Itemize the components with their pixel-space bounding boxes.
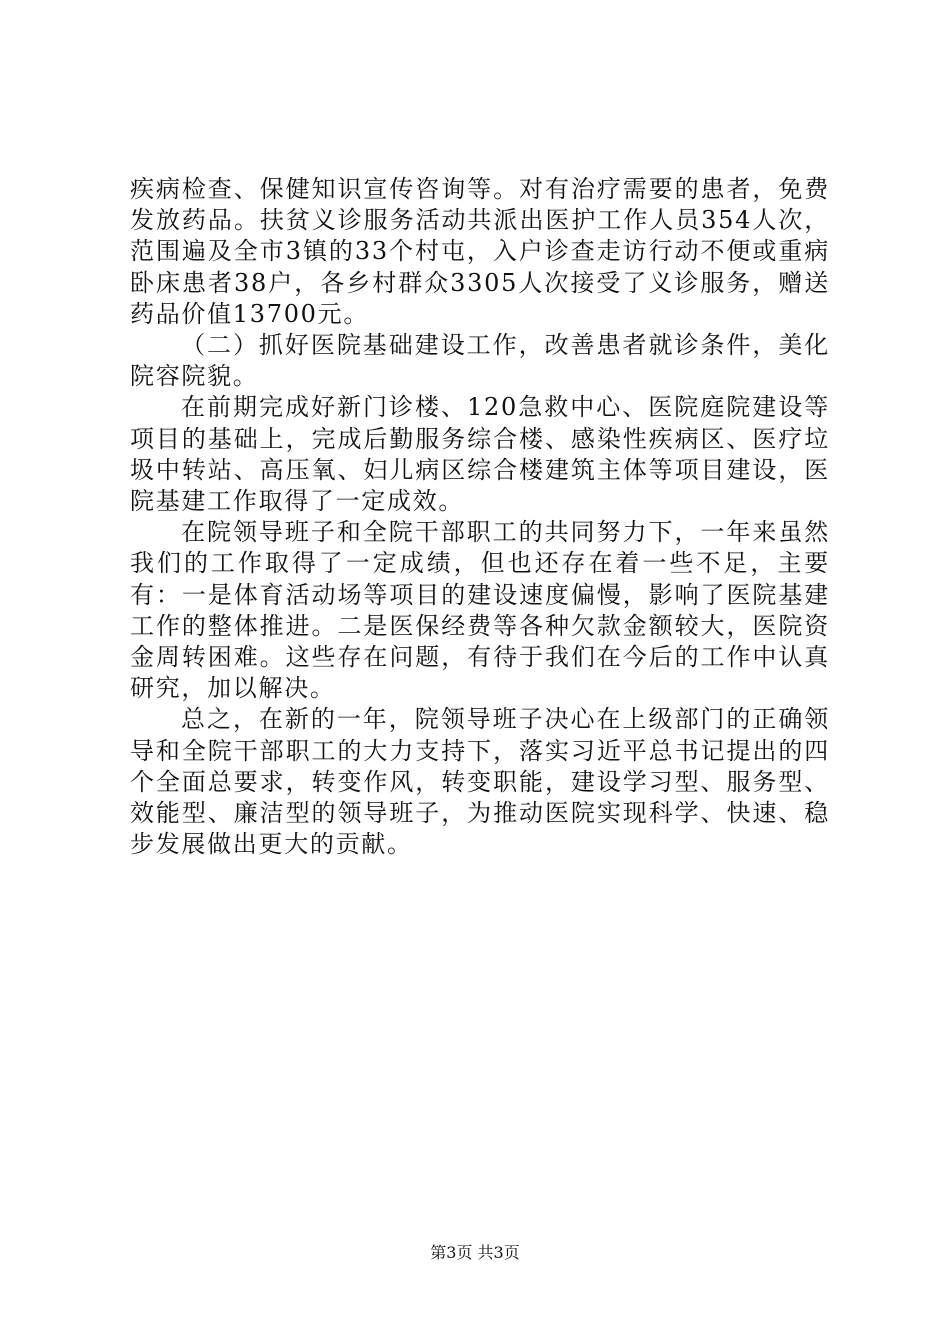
- paragraph-conclusion: 总之，在新的一年，院领导班子决心在上级部门的正确领导和全院干部职工的大力支持下，落实习近平总书记提出的四个全面总要求，转变作风，转变职能，建设学习型、服务型、效能型、廉洁型的领导班子，为推动医院实现科学、快速、稳步发展做出更大的贡献。: [130, 705, 830, 859]
- section-heading: （二）抓好医院基础建设工作，改善患者就诊条件，美化院容院貌。: [130, 331, 830, 391]
- paragraph-infrastructure: 在前期完成好新门诊楼、120急救中心、医院庭院建设等项目的基础上，完成后勤服务综合楼、感染性疾病区、医疗垃圾中转站、高压氧、妇儿病区综合楼建筑主体等项目建设，医院基建工作取得了一定成效。: [130, 393, 830, 516]
- document-body: [130, 174, 830, 860]
- paragraph-continuation: 疾病检查、保健知识宣传咨询等。对有治疗需要的患者，免费发放药品。扶贫义诊服务活动共派出医护工作人员354人次，范围遍及全市3镇的33个村屯，入户诊查走访行动不便或重病卧床患者38户，各乡村群众3305人次接受了义诊服务，赠送药品价值13700元。: [130, 175, 830, 328]
- page-number-footer: 第3页 共3页: [430, 1243, 520, 1262]
- paragraph-shortcomings: 在院领导班子和全院干部职工的共同努力下，一年来虽然我们的工作取得了一定成绩，但也还存在着一些不足，主要有：一是体育活动场等项目的建设速度偏慢，影响了医院基建工作的整体推进。二是医保经费等各种欠款金额较大，医院资金周转困难。这些存在问题，有待于我们在今后的工作中认真研究，加以解决。: [130, 518, 830, 703]
